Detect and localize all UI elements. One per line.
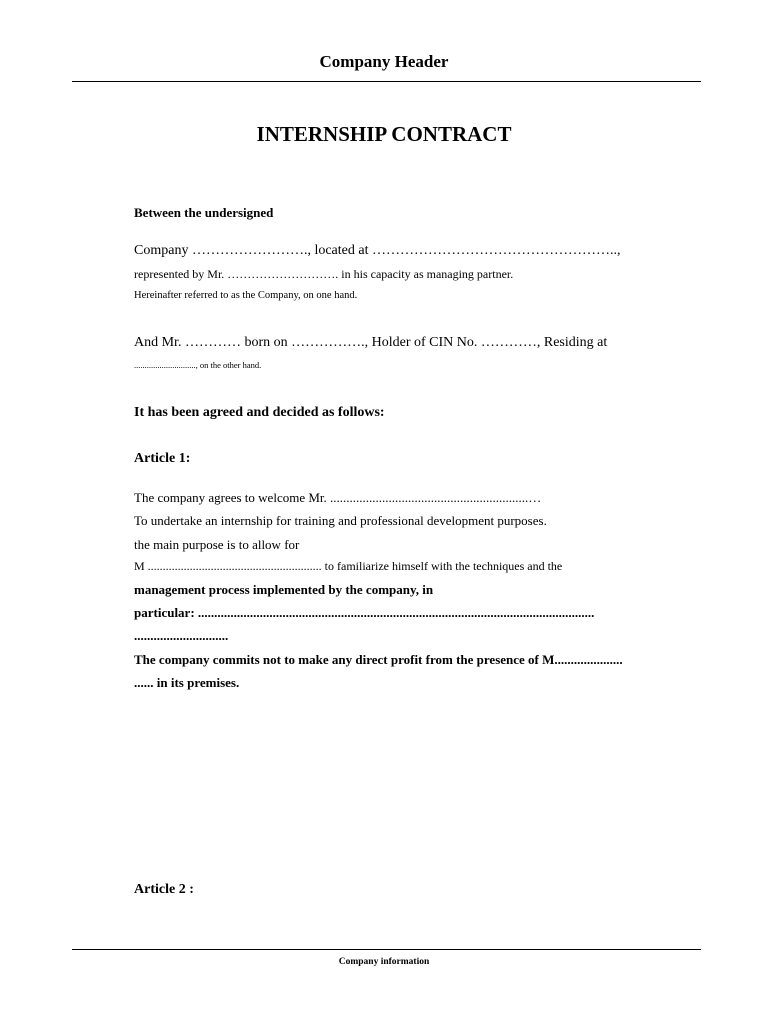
footer-company-information: Company information [338, 957, 430, 967]
document-title: INTERNSHIP CONTRACT [256, 122, 512, 146]
between-heading: Between the undersigned [134, 205, 274, 220]
article-1-line-4: M .......................................................... to familiarize himself with the techniques and the [134, 559, 563, 573]
article-1-line-3: the main purpose is to allow for [134, 537, 300, 552]
article-1-line-9: ...... in its premises. [134, 675, 240, 690]
article-1-line-6: particular: .......................................................................................................................... [134, 605, 595, 620]
footer-divider [72, 949, 701, 950]
article-1-line-1: The company agrees to welcome Mr. .............................................................… [134, 490, 542, 505]
hereinafter-line: Hereinafter referred to as the Company, on one hand. [134, 290, 358, 301]
company-line: Company ……………………., located at …………………………………………….., [134, 243, 621, 258]
article-2-heading: Article 2 : [134, 882, 194, 897]
company-header: Company Header [319, 52, 449, 71]
agreed-heading: It has been agreed and decided as follows: [134, 405, 385, 420]
article-1-line-7: ............................. [134, 628, 229, 643]
article-1-line-5: management process implemented by the company, in [134, 582, 434, 597]
and-mr-line: And Mr. ………… born on ……………., Holder of CIN No. …………, Residing at [134, 335, 608, 350]
article-1-heading: Article 1: [134, 451, 191, 466]
header-divider [72, 81, 701, 82]
article-1-line-2: To undertake an internship for training and professional development purposes. [134, 513, 547, 528]
article-1-line-8: The company commits not to make any direct profit from the presence of M..................... [134, 652, 623, 667]
represented-line: represented by Mr. ………………………. in his capacity as managing partner. [134, 267, 514, 281]
other-hand-line: ............................., on the other hand. [134, 360, 262, 370]
